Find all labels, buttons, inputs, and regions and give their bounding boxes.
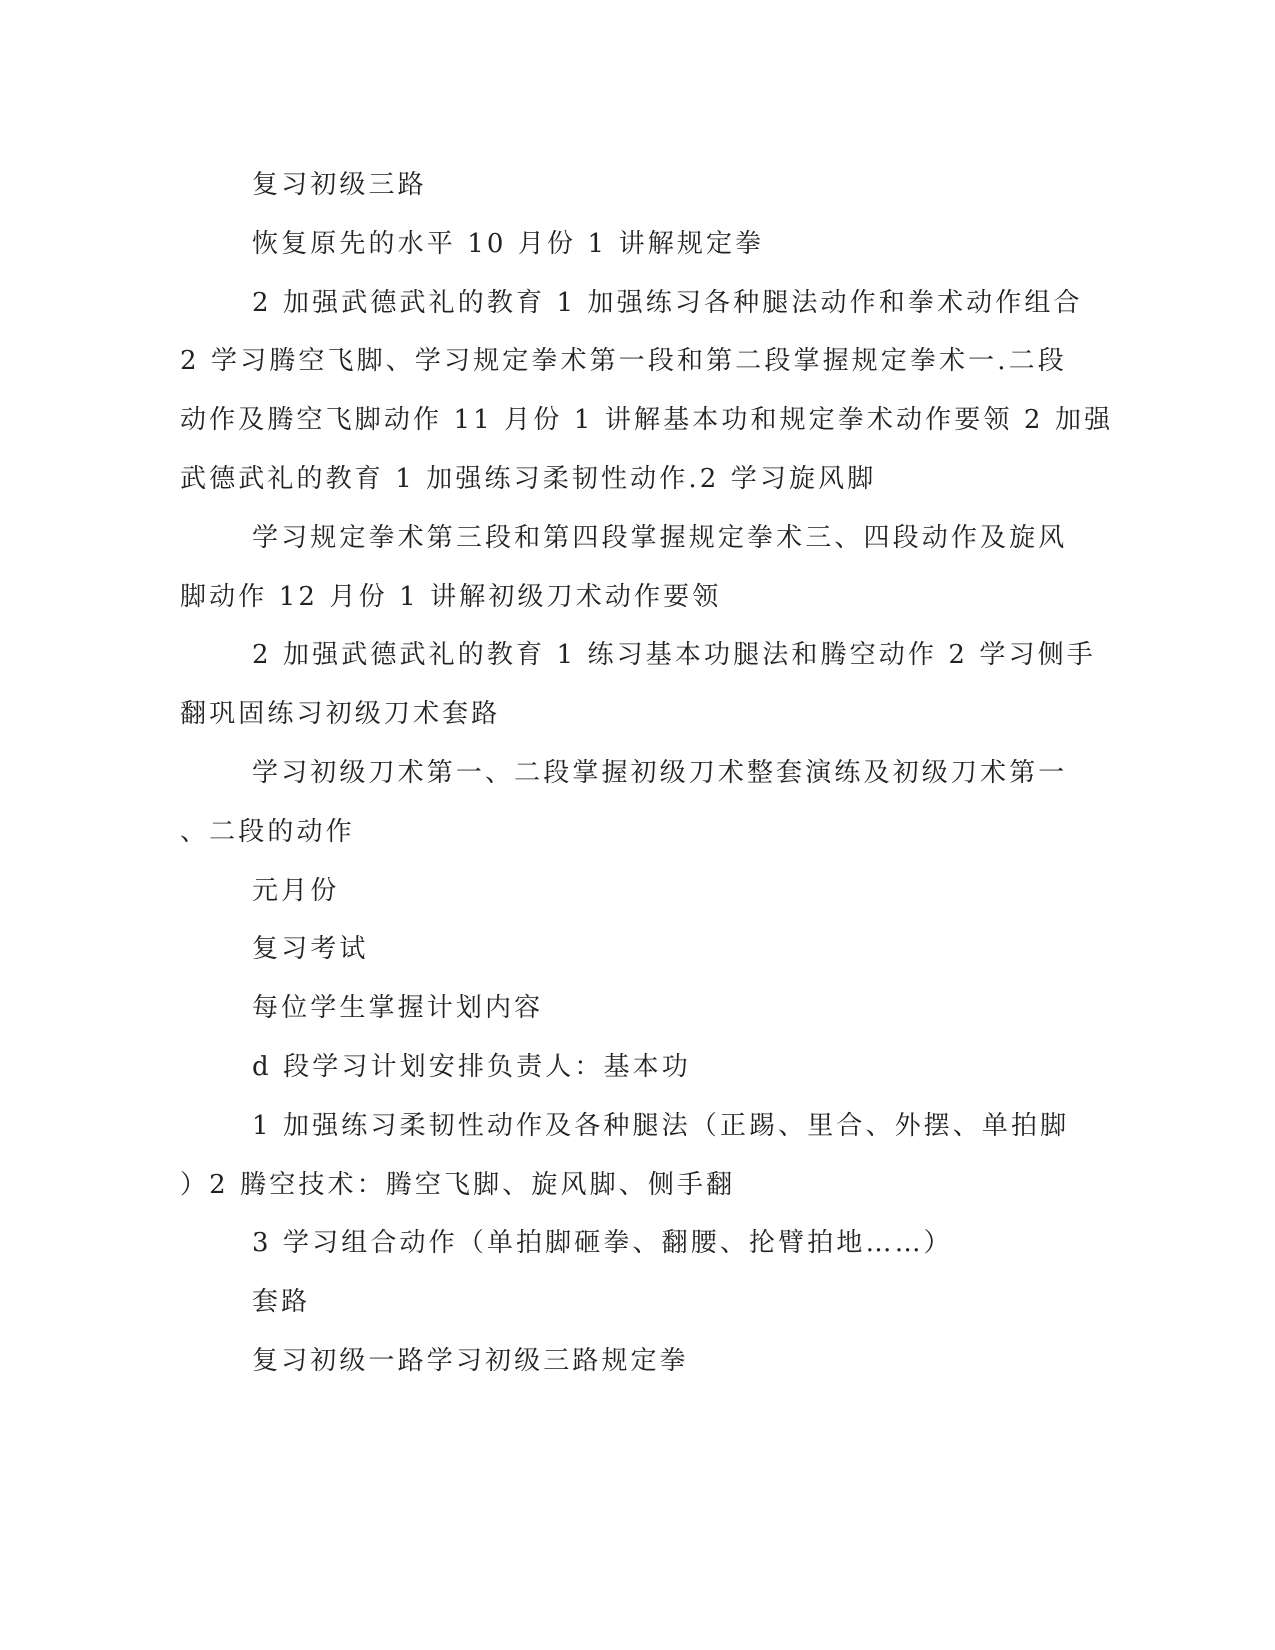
document-body [180, 156, 1114, 1391]
text-line: 动作及腾空飞脚动作 11 月份 1 讲解基本功和规定拳术动作要领 2 加强 [180, 405, 1114, 436]
text-line: 武德武礼的教育 1 加强练习柔韧性动作.2 学习旋风脚 [180, 463, 877, 494]
text-line: 复习初级一路学习初级三路规定拳 [252, 1345, 689, 1376]
text-line: ）2 腾空技术：腾空飞脚、旋风脚、侧手翻 [180, 1169, 736, 1200]
text-line: 复习初级三路 [252, 170, 427, 200]
text-line: 2 加强武德武礼的教育 1 练习基本功腿法和腾空动作 2 学习侧手 [252, 640, 1096, 671]
text-line: 、二段的动作 [180, 816, 355, 847]
text-line: 1 加强练习柔韧性动作及各种腿法（正踢、里合、外摆、单拍脚 [252, 1110, 1070, 1141]
text-line: 恢复原先的水平 10 月份 1 讲解规定拳 [252, 228, 765, 259]
text-line: 套路 [252, 1287, 311, 1318]
text-line: 2 学习腾空飞脚、学习规定拳术第一段和第二段掌握规定拳术一.二段 [180, 346, 1067, 377]
text-line: 脚动作 12 月份 1 讲解初级刀术动作要领 [180, 581, 722, 612]
text-line: 翻巩固练习初级刀术套路 [180, 699, 501, 730]
text-line: d 段学习计划安排负责人：基本功 [252, 1051, 691, 1082]
text-line: 2 加强武德武礼的教育 1 加强练习各种腿法动作和拳术动作组合 [252, 287, 1083, 318]
text-line: 3 学习组合动作（单拍脚砸拳、翻腰、抡臂拍地……） [252, 1228, 953, 1259]
text-line: 学习初级刀术第一、二段掌握初级刀术整套演练及初级刀术第一 [252, 757, 1068, 788]
text-line: 学习规定拳术第三段和第四段掌握规定拳术三、四段动作及旋风 [252, 522, 1068, 553]
text-line: 复习考试 [252, 934, 369, 965]
text-line: 元月份 [252, 875, 340, 906]
text-line: 每位学生掌握计划内容 [252, 993, 544, 1024]
